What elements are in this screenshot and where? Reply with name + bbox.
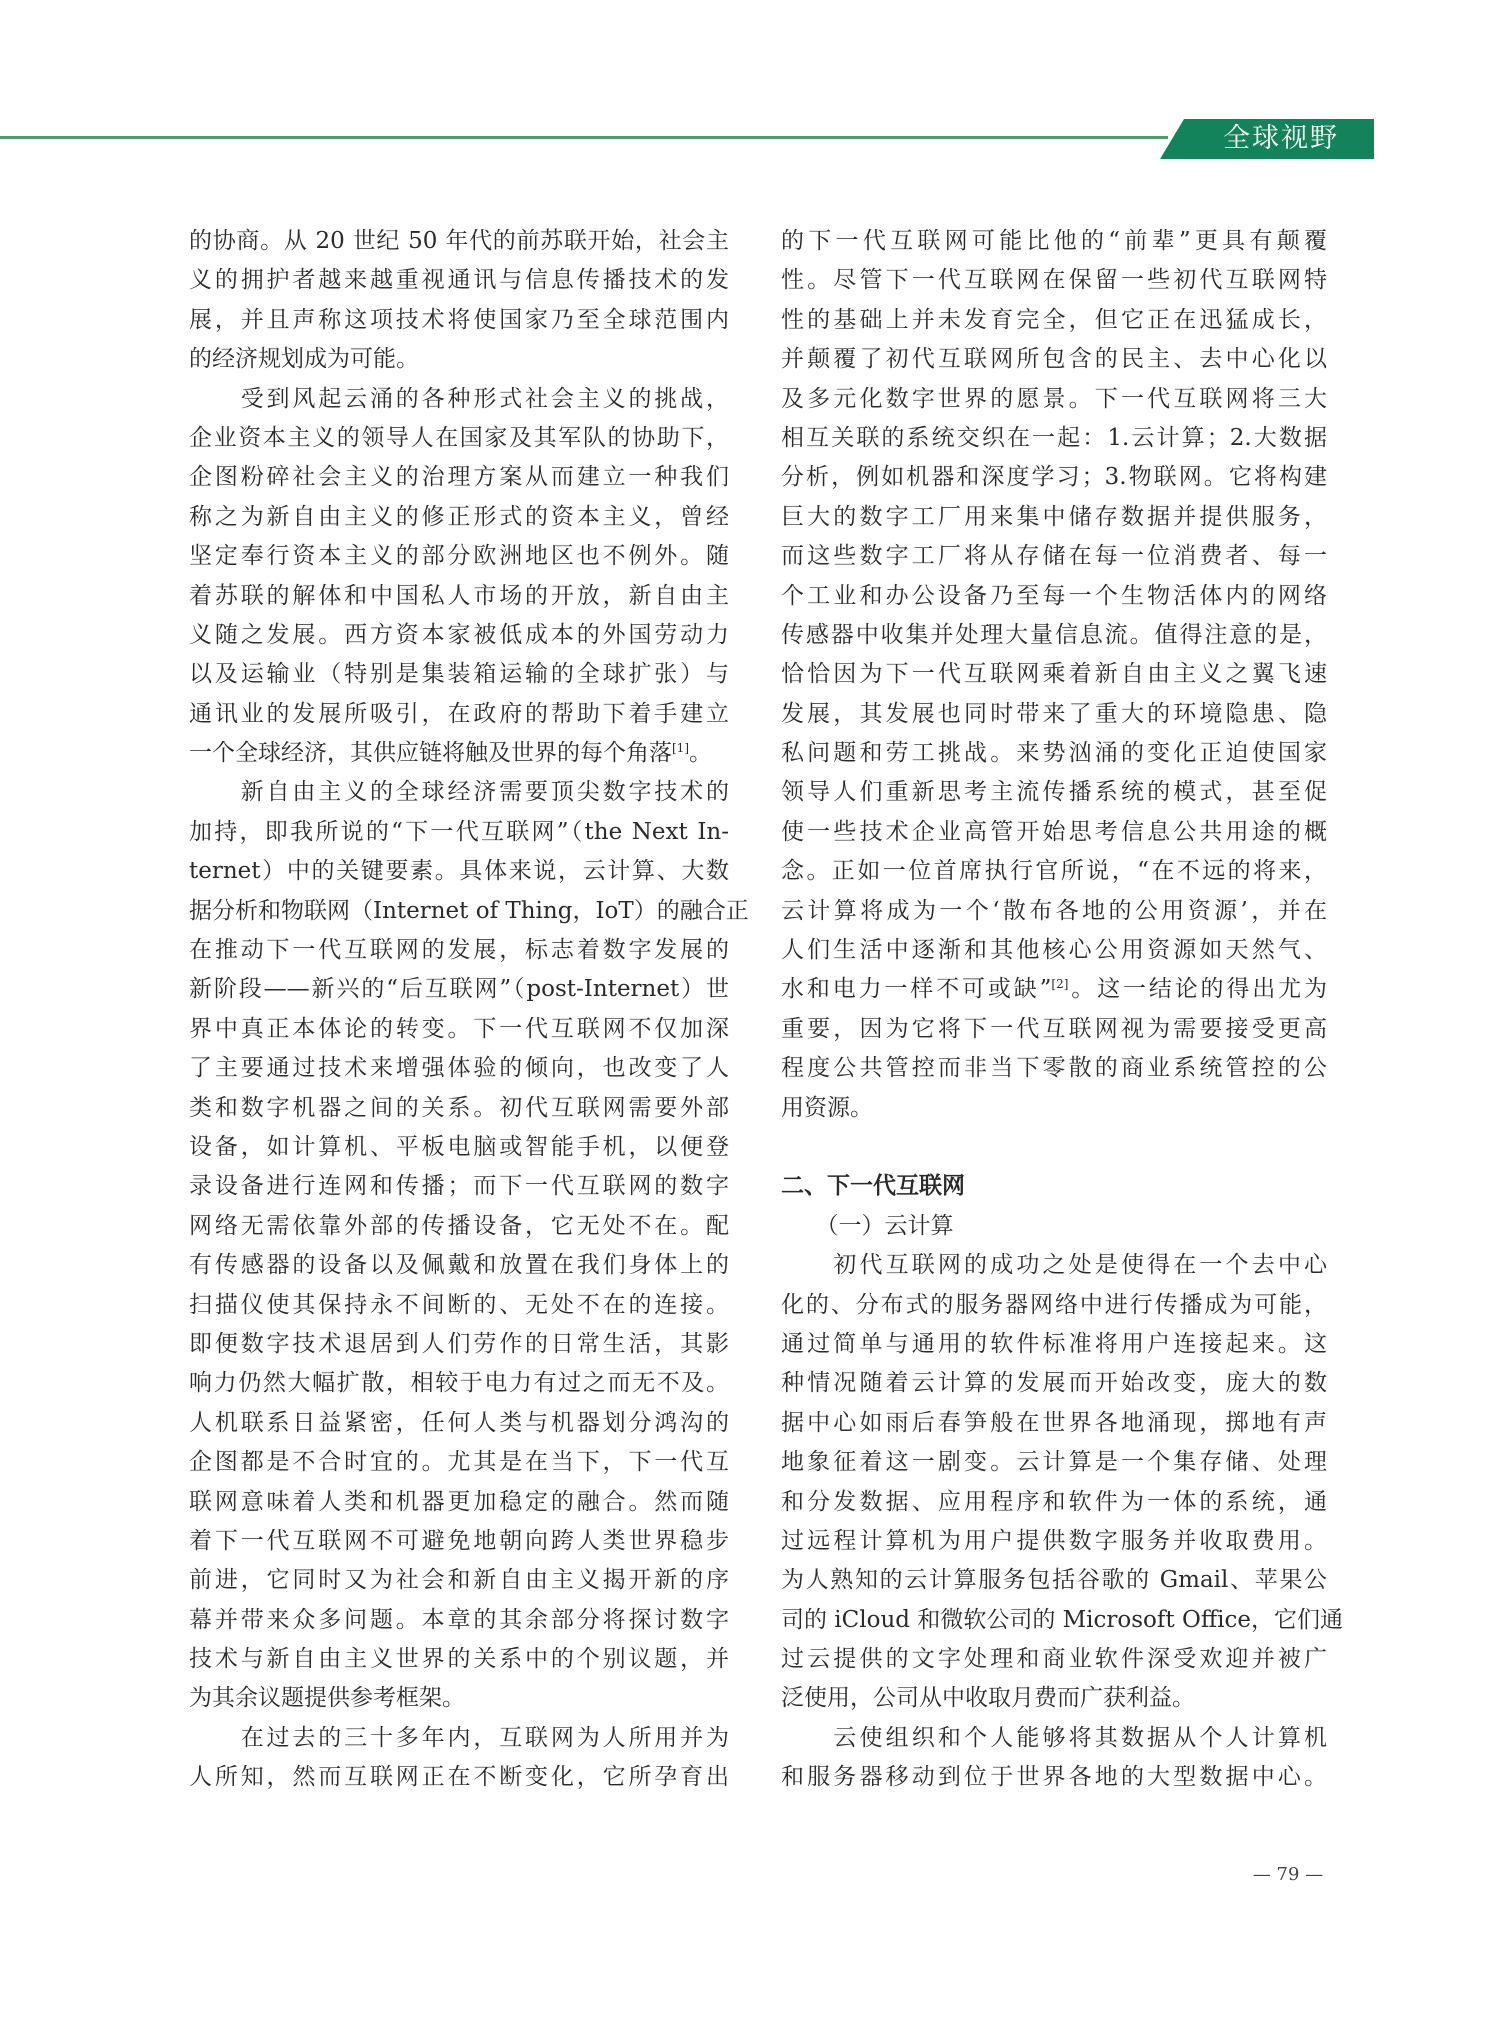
text-line: 界中真正本体论的转变。下一代互联网不仅加深 bbox=[189, 1015, 729, 1042]
text-line: 用资源。 bbox=[781, 1094, 873, 1121]
text-line: 人所知，然而互联网正在不断变化，它所孕育出 bbox=[189, 1764, 729, 1791]
text-line bbox=[781, 970, 1327, 1009]
text-line: 初代互联网的成功之处是使得在一个去中心 bbox=[781, 1252, 1327, 1279]
text-line: 网络无需依靠外部的传播设备，它无处不在。配 bbox=[189, 1212, 729, 1239]
page-number: — 79 — bbox=[1252, 1864, 1324, 1885]
text-line: 程度公共管控而非当下零散的商业系统管控的公 bbox=[781, 1055, 1327, 1082]
text-line: 加持，即我所说的“下一代互联网”（the Next In- bbox=[189, 818, 729, 845]
footnote-ref-1: [1] bbox=[672, 741, 689, 756]
text-line: 人们生活中逐渐和其他核心公用资源如天然气、 bbox=[781, 937, 1327, 964]
text-line: 义的拥护者越来越重视通讯与信息传播技术的发 bbox=[189, 267, 729, 294]
text-line: 受到风起云涌的各种形式社会主义的挑战， bbox=[189, 385, 729, 412]
text-line: 重要，因为它将下一代互联网视为需要接受更高 bbox=[781, 1015, 1327, 1042]
text-line: 过远程计算机为用户提供数字服务并收取费用。 bbox=[781, 1527, 1327, 1554]
text-line: 性。尽管下一代互联网在保留一些初代互联网特 bbox=[781, 267, 1327, 294]
footnote-ref-2: [2] bbox=[1051, 977, 1069, 992]
text-line: 在过去的三十多年内，互联网为人所用并为 bbox=[189, 1724, 729, 1751]
text-line: 私问题和劳工挑战。来势汹涌的变化正迫使国家 bbox=[781, 740, 1327, 767]
text-line: 展，并且声称这项技术将使国家乃至全球范围内 bbox=[189, 306, 729, 333]
text-line: 化的、分布式的服务器网络中进行传播成为可能， bbox=[781, 1291, 1327, 1318]
text-line: 并颠覆了初代互联网所包含的民主、去中心化以 bbox=[781, 346, 1327, 373]
text-line: 扫描仪使其保持永不间断的、无处不在的连接。 bbox=[189, 1291, 729, 1318]
right-column bbox=[781, 222, 1344, 1798]
text-line: 为其余议题提供参考框架。 bbox=[189, 1685, 465, 1712]
text-line: 和服务器移动到位于世界各地的大型数据中心。 bbox=[781, 1764, 1327, 1791]
text-line: 企图都是不合时宜的。尤其是在当下，下一代互 bbox=[189, 1449, 729, 1476]
left-column bbox=[189, 222, 749, 1798]
text-line: ternet）中的关键要素。具体来说，云计算、大数 bbox=[189, 858, 729, 885]
text-line: 通讯业的发展所吸引，在政府的帮助下着手建立 bbox=[189, 700, 729, 727]
text-line: 地象征着这一剧变。云计算是一个集存储、处理 bbox=[781, 1449, 1327, 1476]
text-line: 种情况随着云计算的发展而开始改变，庞大的数 bbox=[781, 1370, 1327, 1397]
text-line: 传感器中收集并处理大量信息流。值得注意的是， bbox=[781, 621, 1327, 648]
text-line: 云计算将成为一个‘散布各地的公用资源’，并在 bbox=[781, 897, 1327, 924]
text-line: 技术与新自由主义世界的关系中的个别议题，并 bbox=[189, 1646, 729, 1673]
text-line: 而这些数字工厂将从存储在每一位消费者、每一 bbox=[781, 543, 1327, 570]
text-line-tail: 。这一结论的得出尤为 bbox=[1068, 976, 1328, 1003]
text-line: 即便数字技术退居到人们劳作的日常生活，其影 bbox=[189, 1330, 729, 1357]
text-line: 司的 iCloud 和微软公司的 Microsoft Office，它们通 bbox=[781, 1606, 1344, 1633]
text-line: 及多元化数字世界的愿景。下一代互联网将三大 bbox=[781, 385, 1327, 412]
text-line: 分析，例如机器和深度学习；3.物联网。它将构建 bbox=[781, 464, 1327, 491]
text-line: 据中心如雨后春笋般在世界各地涌现，掷地有声 bbox=[781, 1409, 1327, 1436]
paragraph-gap bbox=[781, 1128, 1327, 1167]
text-line: 新阶段——新兴的“后互联网”（post-Internet）世 bbox=[189, 976, 729, 1003]
text-line: 云使组织和个人能够将其数据从个人计算机 bbox=[781, 1724, 1327, 1751]
text-line: 据分析和物联网（Internet of Thing，IoT）的融合正 bbox=[189, 897, 749, 924]
text-line: 为人熟知的云计算服务包括谷歌的 Gmail、苹果公 bbox=[781, 1567, 1327, 1594]
text-line-body: 一个全球经济，其供应链将触及世界的每个角落 bbox=[189, 740, 672, 767]
text-line: 幕并带来众多问题。本章的其余部分将探讨数字 bbox=[189, 1606, 729, 1633]
text-line bbox=[189, 734, 729, 773]
header-rule bbox=[0, 136, 1168, 139]
text-line: 前进，它同时又为社会和新自由主义揭开新的序 bbox=[189, 1567, 729, 1594]
text-line: 个工业和办公设备乃至每一个生物活体内的网络 bbox=[781, 582, 1327, 609]
text-line: 的经济规划成为可能。 bbox=[189, 346, 419, 373]
text-line: 领导人们重新思考主流传播系统的模式，甚至促 bbox=[781, 779, 1327, 806]
text-line: 新自由主义的全球经济需要顶尖数字技术的 bbox=[189, 779, 729, 806]
text-line-tail: 。 bbox=[689, 740, 712, 767]
text-line: 联网意味着人类和机器更加稳定的融合。然而随 bbox=[189, 1488, 729, 1515]
text-line: 性的基础上并未发育完全，但它正在迅猛成长， bbox=[781, 306, 1327, 333]
text-line: 过云提供的文字处理和商业软件深受欢迎并被广 bbox=[781, 1646, 1327, 1673]
text-line: 着下一代互联网不可避免地朝向跨人类世界稳步 bbox=[189, 1527, 729, 1554]
text-line: 泛使用，公司从中收取月费而广获利益。 bbox=[781, 1685, 1195, 1712]
text-line: 巨大的数字工厂用来集中储存数据并提供服务， bbox=[781, 503, 1327, 530]
text-line: 相互关联的系统交织在一起：1.云计算；2.大数据 bbox=[781, 424, 1327, 451]
text-line: 设备，如计算机、平板电脑或智能手机，以便登 bbox=[189, 1133, 729, 1160]
text-line: 类和数字机器之间的关系。初代互联网需要外部 bbox=[189, 1094, 729, 1121]
text-line: 念。正如一位首席执行官所说，“在不远的将来， bbox=[781, 858, 1327, 885]
section-heading: 二、下一代互联网 bbox=[781, 1173, 965, 1200]
text-line: 以及运输业（特别是集装箱运输的全球扩张）与 bbox=[189, 661, 729, 688]
text-line: 响力仍然大幅扩散，相较于电力有过之而无不及。 bbox=[189, 1370, 729, 1397]
text-line: 义随之发展。西方资本家被低成本的外国劳动力 bbox=[189, 621, 729, 648]
text-line: 录设备进行连网和传播；而下一代互联网的数字 bbox=[189, 1173, 729, 1200]
text-line: 的下一代互联网可能比他的“前辈”更具有颠覆 bbox=[781, 228, 1327, 254]
text-line: 企图粉碎社会主义的治理方案从而建立一种我们 bbox=[189, 464, 729, 491]
text-line: 人机联系日益紧密，任何人类与机器划分鸿沟的 bbox=[189, 1409, 729, 1436]
text-line: 坚定奉行资本主义的部分欧洲地区也不例外。随 bbox=[189, 543, 729, 570]
text-line-body: 水和电力一样不可或缺” bbox=[781, 976, 1052, 1003]
text-line: 使一些技术企业高管开始思考信息公共用途的概 bbox=[781, 818, 1327, 845]
text-line: 在推动下一代互联网的发展，标志着数字发展的 bbox=[189, 937, 729, 964]
subsection-heading: （一）云计算 bbox=[781, 1212, 954, 1239]
text-line: 通过简单与通用的软件标准将用户连接起来。这 bbox=[781, 1330, 1327, 1357]
text-line: 和分发数据、应用程序和软件为一体的系统，通 bbox=[781, 1488, 1327, 1515]
section-label: 全球视野 bbox=[1223, 123, 1339, 154]
text-line: 企业资本主义的领导人在国家及其军队的协助下， bbox=[189, 424, 729, 451]
text-line: 了主要通过技术来增强体验的倾向，也改变了人 bbox=[189, 1055, 729, 1082]
text-line: 发展，其发展也同时带来了重大的环境隐患、隐 bbox=[781, 700, 1327, 727]
text-line: 称之为新自由主义的修正形式的资本主义，曾经 bbox=[189, 503, 729, 530]
text-line: 恰恰因为下一代互联网乘着新自由主义之翼飞速 bbox=[781, 661, 1327, 688]
text-line: 有传感器的设备以及佩戴和放置在我们身体上的 bbox=[189, 1252, 729, 1279]
text-line: 的协商。从 20 世纪 50 年代的前苏联开始，社会主 bbox=[189, 228, 729, 254]
text-line: 着苏联的解体和中国私人市场的开放，新自由主 bbox=[189, 582, 729, 609]
